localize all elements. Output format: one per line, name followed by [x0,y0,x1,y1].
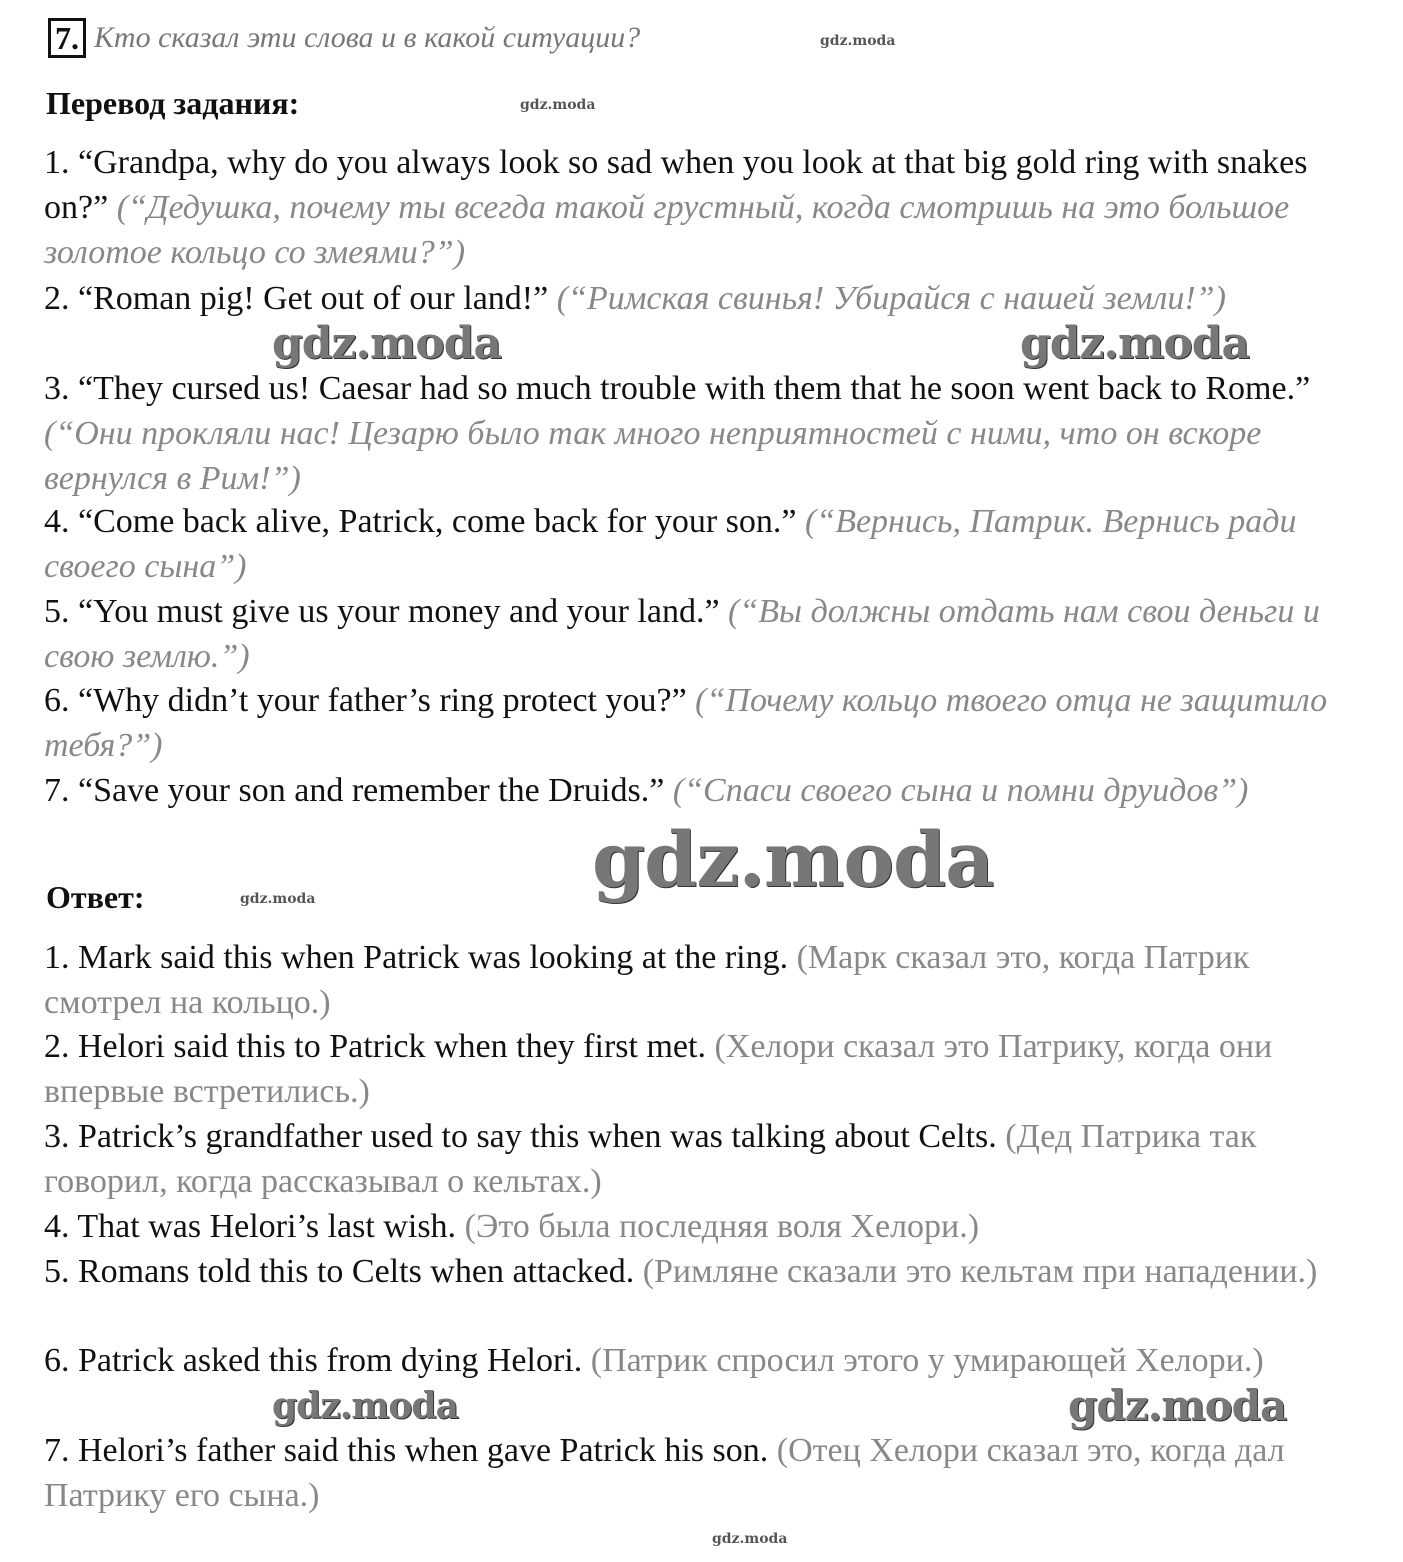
watermark: gdz.moda [1020,318,1250,369]
item-english: 7. “Save your son and remember the Druids.” [44,772,665,809]
list-item [44,1249,1354,1294]
answer-heading: Ответ: [46,879,145,915]
item-russian: (“Вы должны отдать нам свои деньги и свою землю.”) [44,593,1320,675]
list-item [44,1114,1354,1204]
task-number: 7. [48,18,86,58]
list-item [44,276,1354,321]
list-item [44,1024,1354,1114]
item-russian: (“Римская свинья! Убирайся с нашей земли!”) [556,280,1226,317]
item-english: 7. Helori’s father said this when gave Patrick his son. [44,1432,769,1469]
item-english: 1. Mark said this when Patrick was looking at the ring. [44,939,789,976]
watermark: gdz.moda [592,815,994,904]
list-item [44,499,1354,589]
list-item [44,678,1354,768]
item-russian: (Хелори сказал это Патрику, когда они впервые встретились.) [44,1028,1273,1110]
watermark: gdz.moda [272,1385,458,1427]
watermark: gdz.moda [240,891,316,907]
item-russian: (Это была последняя воля Хелори.) [464,1208,980,1245]
item-english: 4. That was Helori’s last wish. [44,1208,457,1245]
item-english: 6. Patrick asked this from dying Helori. [44,1342,583,1379]
item-english: 6. “Why didn’t your father’s ring protect you?” [44,682,687,719]
list-item [44,768,1354,813]
list-item [44,366,1354,501]
list-item [44,589,1354,679]
item-english: 1. “Grandpa, why do you always look so sad when you look at that big gold ring with snakes on?” [44,144,1308,226]
item-russian: (“Почему кольцо твоего отца не защитило тебя?”) [44,682,1328,764]
item-russian: (Отец Хелори сказал это, когда дал Патрику его сына.) [44,1432,1285,1514]
list-item [44,140,1354,275]
item-english: 3. Patrick’s grandfather used to say this when was talking about Celts. [44,1118,997,1155]
watermark: gdz.moda [820,33,896,49]
list-item [44,1428,1354,1518]
task-prompt: Кто сказал эти слова и в какой ситуации? [94,21,641,54]
list-item [44,1338,1354,1383]
task-header [48,18,640,58]
item-russian: (“Спаси своего сына и помни друидов”) [672,772,1249,809]
watermark: gdz.moda [712,1531,788,1547]
item-english: 4. “Come back alive, Patrick, come back for your son.” [44,503,797,540]
item-english: 2. “Roman pig! Get out of our land!” [44,280,549,317]
item-english: 3. “They cursed us! Caesar had so much trouble with them that he soon went back to Rome.” [44,370,1311,407]
item-russian: (Патрик спросил этого у умирающей Хелори.) [590,1342,1264,1379]
watermark: gdz.moda [520,97,596,113]
list-item [44,1204,1354,1249]
list-item [44,935,1354,1025]
item-russian: (Дед Патрика так говорил, когда рассказывал о кельтах.) [44,1118,1257,1200]
item-english: 2. Helori said this to Patrick when they first met. [44,1028,706,1065]
item-russian: (“Вернись, Патрик. Вернись ради своего сына”) [44,503,1297,585]
translation-heading: Перевод задания: [46,85,300,121]
watermark: gdz.moda [1068,1381,1287,1430]
watermark: gdz.moda [272,318,502,369]
item-english: 5. Romans told this to Celts when attacked. [44,1253,635,1290]
item-russian: (“Дедушка, почему ты всегда такой грустный, когда смотришь на это большое золотое кольцо со змеями?”) [44,189,1290,271]
item-russian: (“Они прокляли нас! Цезарю было так много неприятностей с ними, что он вскоре вернулся в Рим!”) [44,415,1262,497]
item-russian: (Марк сказал это, когда Патрик смотрел на кольцо.) [44,939,1250,1021]
item-english: 5. “You must give us your money and your land.” [44,593,720,630]
item-russian: (Римляне сказали это кельтам при нападении.) [642,1253,1318,1290]
